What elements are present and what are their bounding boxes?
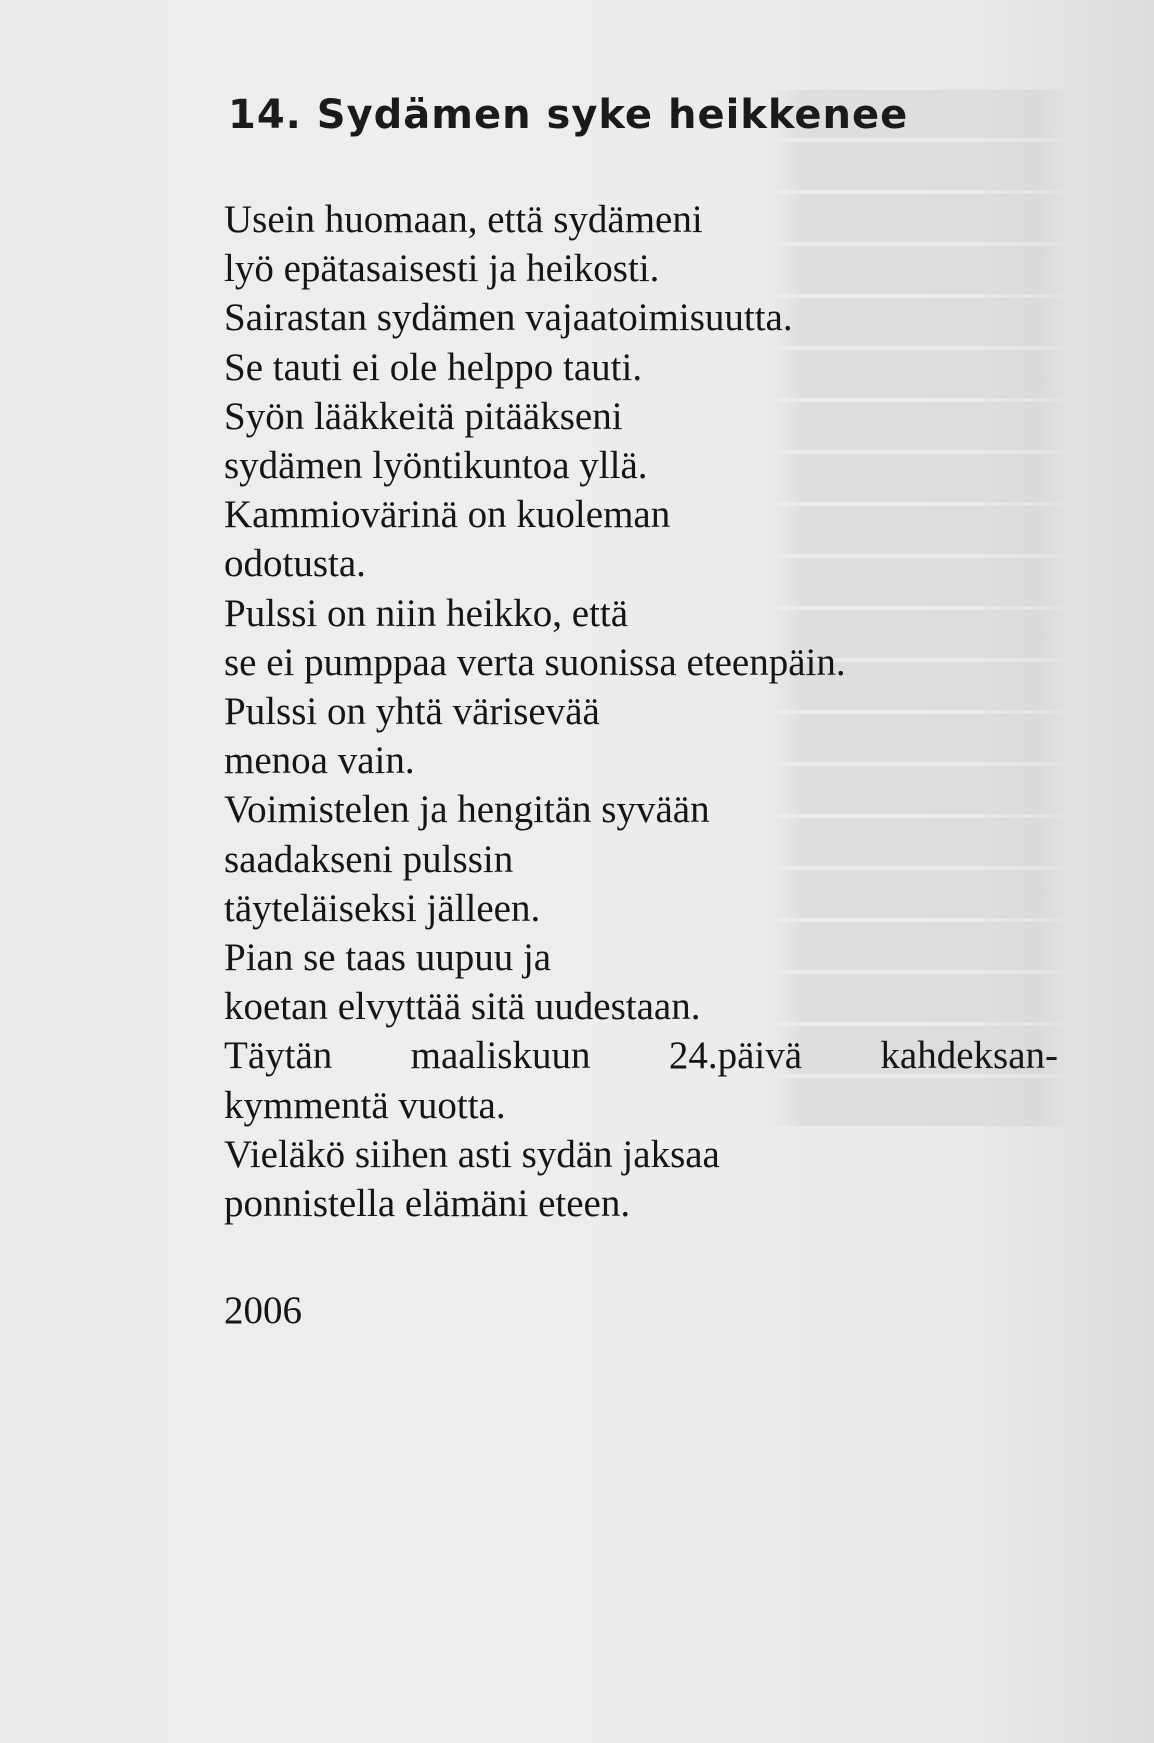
poem-line: Kammiovärinä on kuoleman	[224, 493, 671, 537]
poem-line: se ei pumppaa verta suonissa eteenpäin.	[224, 640, 846, 684]
poem-line: lyö epätasaisesti ja heikosti.	[224, 247, 660, 291]
poem-line: saadakseni pulssin	[224, 837, 514, 881]
poem-line: Pulssi on niin heikko, että	[224, 591, 629, 635]
poem-line: ponnistella elämäni eteen.	[224, 1182, 631, 1226]
poem-line: Usein huomaan, että sydämeni	[224, 198, 703, 241]
poem-line: menoa vain.	[224, 739, 415, 783]
poem-line: täyteläiseksi jälleen.	[224, 886, 541, 930]
poem-line: Sairastan sydämen vajaatoimisuutta.	[224, 296, 793, 340]
poem-line: Pulssi on yhtä värisevää	[224, 690, 600, 734]
poem-line: Vieläkö siihen asti sydän jaksaa	[224, 1132, 720, 1176]
poem-line: koetan elvyttää sitä uudestaan.	[224, 985, 701, 1029]
poem-body	[224, 195, 1074, 1228]
poem-year: 2006	[224, 1289, 302, 1332]
poem-line: odotusta.	[224, 542, 366, 586]
poem-line: Se tauti ei ole helppo tauti.	[224, 345, 643, 389]
poem-line: sydämen lyöntikuntoa yllä.	[224, 444, 648, 488]
poem-title: 14. Sydämen syke heikkenee	[228, 92, 909, 138]
poem-line: kymmentä vuotta.	[224, 1083, 506, 1127]
poem-line: Pian se taas uupuu ja	[224, 936, 552, 980]
poem-line: Syön lääkkeitä pitääkseni	[224, 394, 623, 438]
poem-line: Täytän maaliskuun 24.päivä kahdeksan-	[224, 1034, 1058, 1078]
poem-line: Voimistelen ja hengitän syvään	[224, 788, 710, 832]
